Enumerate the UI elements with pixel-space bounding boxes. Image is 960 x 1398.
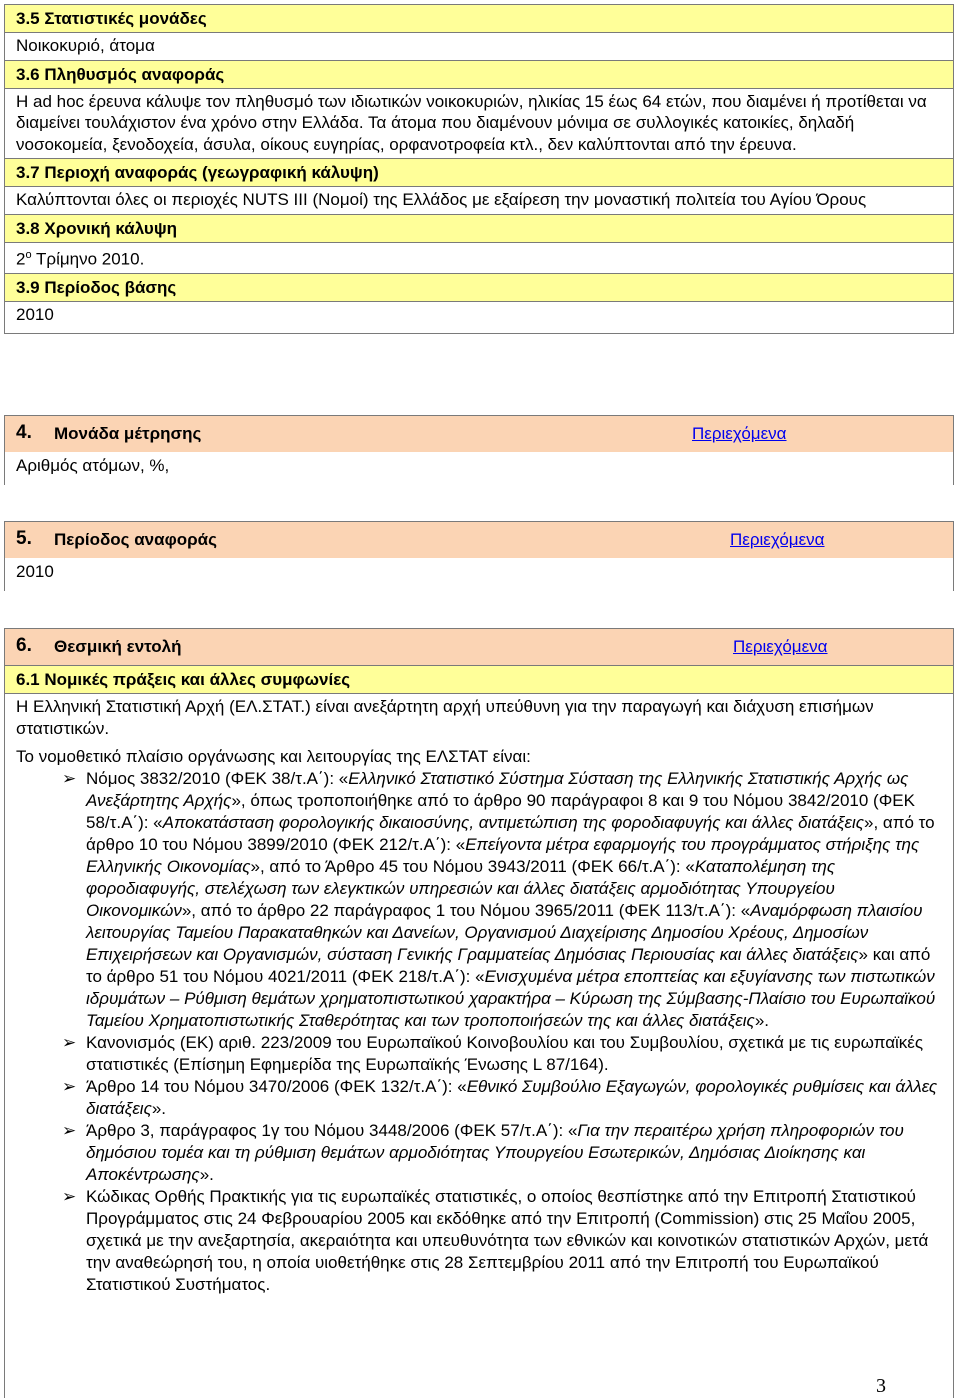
section-6-body [5,694,953,1299]
heading-3-9: 3.9 Περίοδος βάσης [5,273,953,302]
heading-3-8: 3.8 Χρονική κάλυψη [5,214,953,243]
heading-3-6: 3.6 Πληθυσμός αναφοράς [5,60,953,89]
paragraph-framework: Το νομοθετικό πλαίσιο οργάνωσης και λειτουργίας της ΕΛΣΤΑΤ είναι: [16,747,531,766]
arrow-bullet-icon: ➢ [62,1187,77,1206]
text-3-8: $2^o$ Τρίμηνο 2010. [5,243,953,273]
section-4-header [5,416,953,452]
contents-link-4[interactable]: Περιεχόμενα [692,424,787,443]
text-3-6: Η ad hoc έρευνα κάλυψε τον πληθυσμό των ιδιωτικών νοικοκυριών, ηλικίας 15 έως 64 ετών, που διαμένει ή προτίθεται να διαμείνει τουλάχιστον ένα χρόνο στην Ελλάδα. Τα άτομα που διαμένουν μόνιμα σε συλλογικές κατοικίες, δηλαδή νοσοκομεία, ξενοδοχεία, άσυλα, οίκους ευγηρίας, ορφανοτροφεία κτλ., δεν καλύπτονται από την έρευνα. [5,89,953,159]
contents-link-5[interactable]: Περιεχόμενα [730,530,825,549]
section-4-number: 4. [16,422,32,443]
heading-3-7: 3.7 Περιοχή αναφοράς (γεωγραφική κάλυψη) [5,158,953,187]
text-3-5: Νοικοκυριό, άτομα [5,33,953,60]
section-6-number: 6. [16,635,32,656]
section-4 [4,415,954,485]
section-3-block [4,4,954,334]
section-5-title: Περίοδος αναφοράς [54,530,217,549]
section-6-header [5,629,953,665]
section-6 [4,628,954,1398]
list-item: ➢ Κανονισμός (ΕΚ) αριθ. 223/2009 του Ευρωπαϊκού Κοινοβουλίου και του Συμβουλίου, σχετικά με τις ευρωπαϊκές στατιστικές (Επίσημη Εφημερίδα της Ευρωπαϊκής Ένωσης L 87/164). [62,1033,924,1074]
section-5-header [5,522,953,558]
list-item: ➢ Κώδικας Ορθής Πρακτικής για τις ευρωπαϊκές στατιστικές, ο οποίος θεσπίστηκε από την Επιτροπή Στατιστικού Προγράμματος στις 24 Φεβρουαρίου 2005 και εκδόθηκε από την Επιτροπή (Commission) στις 25 Μαΐου 2005, σχετικά με την ανεξαρτησία, ακεραιότητα και υπευθυνότητα των εθνικών και κοινοτικών στατιστικών Αρχών, μετά την αναθεώρησή του, η οποία υιοθετήθηκε στις 28 Σεπτεμβρίου 2011 από την Επιτροπή του Ευρωπαϊκού Στατιστικού Συστήματος. [62,1187,929,1294]
section-4-text: Αριθμός ατόμων, %, [16,456,170,475]
section-5-number: 5. [16,528,32,549]
arrow-bullet-icon: ➢ [62,769,77,788]
section-5-text: 2010 [16,562,54,581]
text-3-9: 2010 [5,302,953,334]
list-item: ➢ Άρθρο 14 του Νόμου 3470/2006 (ΦΕΚ 132/τ.Α΄): «Εθνικό Συμβούλιο Εξαγωγών, φορολογικές ρυθμίσεις και άλλες διατάξεις». [62,1077,938,1118]
heading-6-1: 6.1 Νομικές πράξεις και άλλες συμφωνίες [5,665,953,694]
arrow-bullet-icon: ➢ [62,1033,77,1052]
arrow-bullet-icon: ➢ [62,1077,77,1096]
heading-3-5: 3.5 Στατιστικές μονάδες [5,5,953,33]
arrow-bullet-icon: ➢ [62,1121,77,1140]
paragraph-elstat: Η Ελληνική Στατιστική Αρχή (ΕΛ.ΣΤΑΤ.) είναι ανεξάρτητη αρχή υπεύθυνη για την παραγωγή και διάχυση επισήμων στατιστικών. [16,697,874,738]
page-number: 3 [876,1375,886,1397]
section-6-title: Θεσμική εντολή [54,637,182,656]
list-item: ➢ Άρθρο 3, παράγραφος 1γ του Νόμου 3448/2006 (ΦΕΚ 57/τ.Α΄): «Για την περαιτέρω χρήση πληροφοριών του δημόσιου τομέα και τη ρύθμιση θεμάτων αρμοδιότητας Υπουργείου Εσωτερικών, Δημόσιας Διοίκησης και Αποκέντρωσης». [62,1121,904,1184]
section-4-title: Μονάδα μέτρησης [54,424,202,443]
contents-link-6[interactable]: Περιεχόμενα [733,637,828,656]
list-item: ➢ Νόμος 3832/2010 (ΦΕΚ 38/τ.Α΄): «Ελληνικό Στατιστικό Σύστημα Σύσταση της Ελληνικής Στατιστικής Αρχής ως Ανεξάρτητης Αρχής», όπως τροποποιήθηκε από το άρθρο 90 παράγραφοι 8 και 9 του Νόμου 3842/2010 (ΦΕΚ 58/τ.Α΄): «Αποκατάσταση φορολογικής δικαιοσύνης, αντιμετώπιση της φοροδιαφυγής και άλλες διατάξεις», από το άρθρο 10 του Νόμου 3899/2010 (ΦΕΚ 212/τ.Α΄): «Επείγοντα μέτρα εφαρμογής του προγράμματος στήριξης της Ελληνικής Οικονομίας», από το Άρθρο 45 του Νόμου 3943/2011 (ΦΕΚ 66/τ.Α΄): «Καταπολέμηση της φοροδιαφυγής, στελέχωση των ελεγκτικών υπηρεσιών και άλλες διατάξεις αρμοδιότητας Υπουργείου Οικονομικών», από το άρθρο 22 παράγραφος 1 του Νόμου 3965/2011 (ΦΕΚ 113/τ.Α΄): «Αναμόρφωση πλαισίου λειτουργίας Ταμείου Παρακαταθηκών και Δανείων, Οργανισμού Διαχείρισης Δημοσίου Χρέους, Δημοσίων Επιχειρήσεων και Οργανισμών, σύσταση Γενικής Γραμματείας Δημόσιας Περιουσίας και άλλες διατάξεις» και από το άρθρο 51 του Νόμου 4021/2011 (ΦΕΚ 218/τ.Α΄): «Ενισχυμένα μέτρα εποπτείας και εξυγίανσης των πιστωτικών ιδρυμάτων – Ρύθμιση θεμάτων χρηματοπιστωτικού χαρακτήρα – Κύρωση της Σύμβασης-Πλαίσιο του Ευρωπαϊκού Ταμείου Χρηματοπιστωτικής Σταθερότητας και των τροποποιήσεών της και άλλες διατάξεις». [62,769,936,1030]
section-5 [4,521,954,591]
text-3-7: Καλύπτονται όλες οι περιοχές NUTS III (Νομοί) της Ελλάδος με εξαίρεση την μοναστική πολιτεία του Αγίου Όρους [5,187,953,214]
